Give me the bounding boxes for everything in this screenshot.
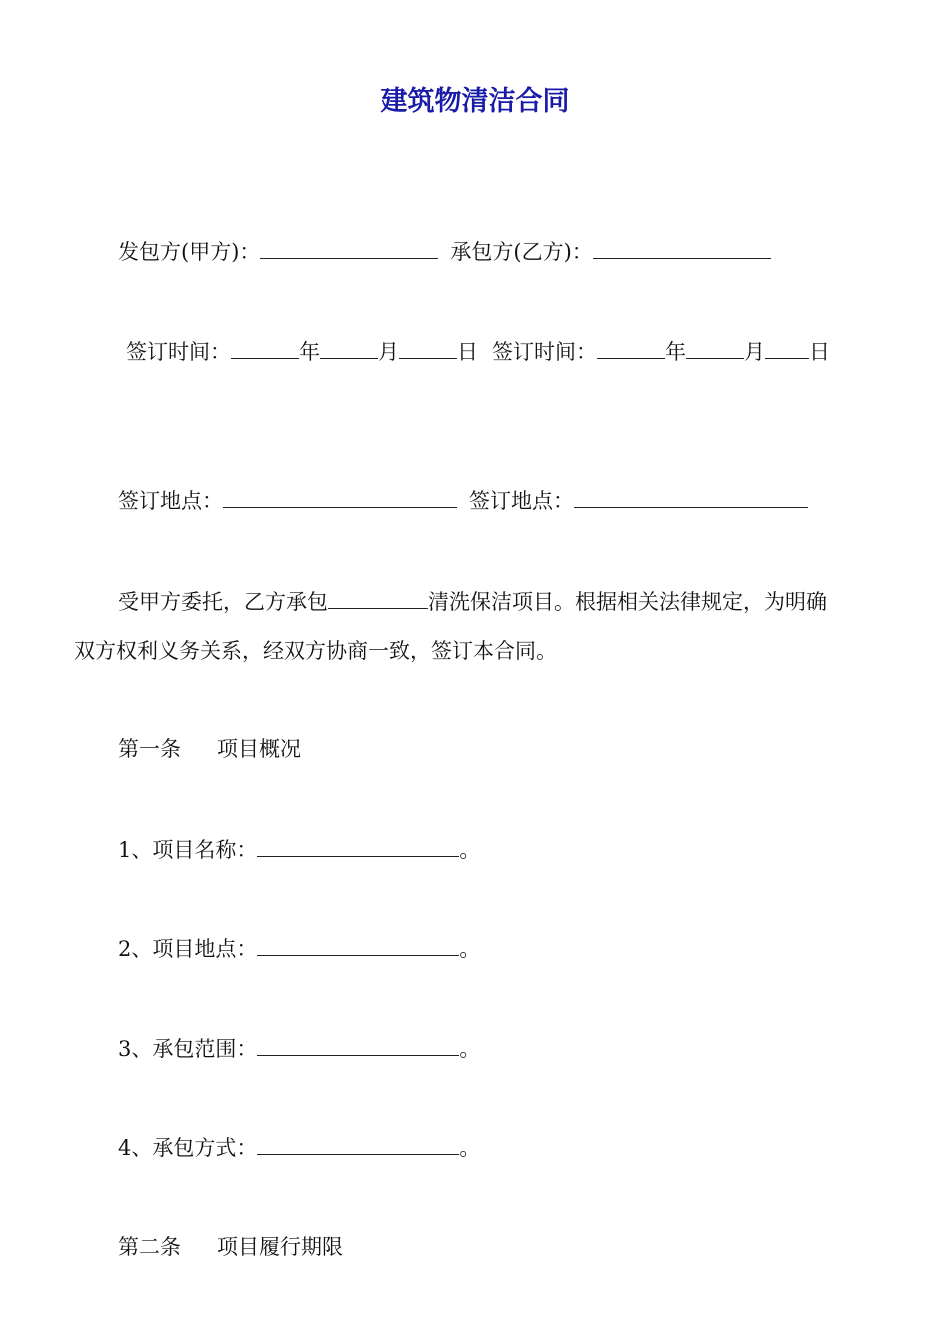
article-1-heading (118, 735, 301, 763)
year-char-a: 年 (299, 340, 320, 364)
party-b-label: 承包方(乙方)： (450, 240, 593, 264)
intro-part1: 受甲方委托，乙方承包 (118, 590, 328, 614)
item-3 (118, 1035, 480, 1063)
intro-line-1 (118, 588, 827, 616)
item-4-blank[interactable] (257, 1134, 459, 1155)
day-char-a: 日 (457, 340, 478, 364)
item-1 (118, 836, 480, 864)
item-4 (118, 1134, 480, 1162)
sign-time-label-a: 签订时间： (126, 340, 231, 364)
party-a-label: 发包方(甲方)： (118, 240, 261, 264)
sign-place-blank-a[interactable] (223, 487, 457, 508)
sign-place-label-b: 签订地点： (469, 489, 574, 513)
year-blank-a[interactable] (231, 338, 299, 359)
project-blank[interactable] (328, 588, 428, 609)
article-2-number: 第二条 (118, 1235, 181, 1259)
item-1-label: 1、项目名称： (118, 838, 258, 862)
item-2-label: 2、项目地点： (118, 937, 258, 961)
year-char-b: 年 (665, 340, 686, 364)
month-char-a: 月 (378, 340, 399, 364)
article-1-number: 第一条 (118, 737, 181, 761)
item-2-blank[interactable] (257, 935, 459, 956)
month-blank-a[interactable] (320, 338, 378, 359)
sign-place-blank-b[interactable] (574, 487, 808, 508)
month-char-b: 月 (744, 340, 765, 364)
article-2-title: 项目履行期限 (217, 1235, 343, 1259)
sign-place-line (118, 487, 808, 515)
party-line (118, 238, 771, 266)
item-2 (118, 935, 480, 963)
sign-time-line (126, 338, 830, 366)
item-2-end: 。 (459, 937, 481, 961)
year-blank-b[interactable] (597, 338, 665, 359)
day-blank-a[interactable] (399, 338, 457, 359)
document-title: 建筑物清洁合同 (380, 86, 570, 117)
item-1-blank[interactable] (257, 836, 459, 857)
article-1-title: 项目概况 (217, 737, 301, 761)
sign-time-label-b: 签订时间： (492, 340, 597, 364)
party-a-blank[interactable] (260, 238, 438, 259)
intro-part2: 清洗保洁项目。根据相关法律规定，为明确 (428, 590, 827, 614)
intro-line-2: 双方权利义务关系，经双方协商一致，签订本合同。 (74, 639, 557, 663)
month-blank-b[interactable] (686, 338, 744, 359)
party-b-blank[interactable] (593, 238, 771, 259)
item-3-blank[interactable] (257, 1035, 459, 1056)
item-4-label: 4、承包方式： (118, 1136, 258, 1160)
day-char-b: 日 (809, 340, 830, 364)
item-3-end: 。 (459, 1037, 481, 1061)
item-4-end: 。 (459, 1136, 481, 1160)
day-blank-b[interactable] (765, 338, 809, 359)
item-3-label: 3、承包范围： (118, 1037, 258, 1061)
article-2-heading (118, 1233, 343, 1261)
item-1-end: 。 (459, 838, 481, 862)
sign-place-label-a: 签订地点： (118, 489, 223, 513)
